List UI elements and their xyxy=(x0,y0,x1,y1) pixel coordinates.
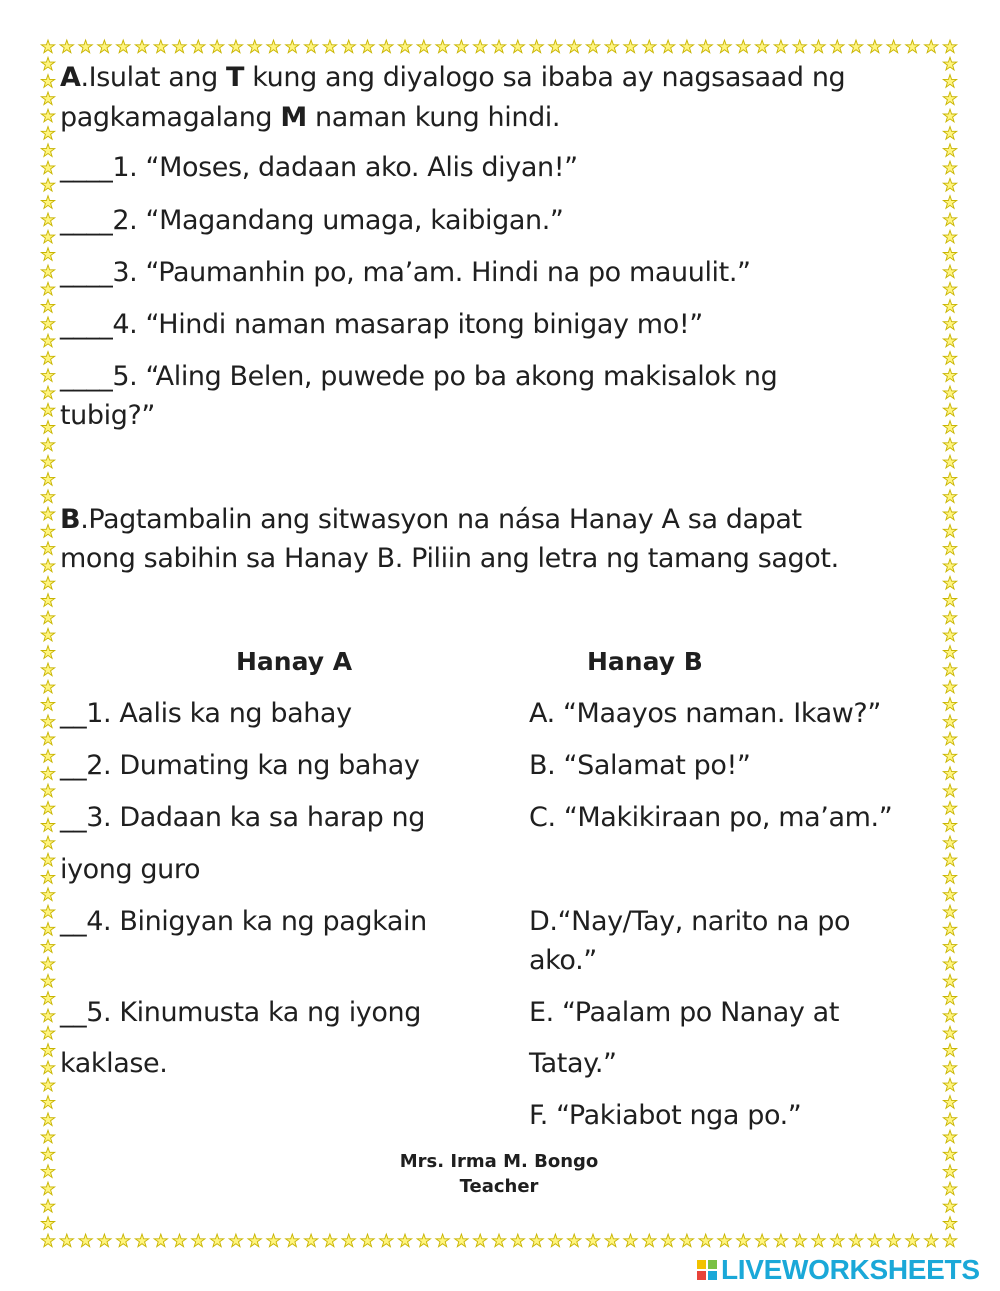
star-icon xyxy=(41,1182,54,1195)
star-icon xyxy=(661,1234,674,1247)
star-icon xyxy=(41,680,54,693)
part-a-item-1[interactable]: ____1. “Moses, dadaan ako. Alis diyan!” xyxy=(60,152,578,183)
star-icon xyxy=(943,1165,956,1178)
star-icon xyxy=(906,40,919,53)
star-icon xyxy=(774,40,787,53)
star-icon xyxy=(41,161,54,174)
star-icon xyxy=(943,576,956,589)
star-icon xyxy=(41,421,54,434)
part-a-item-3[interactable]: ____3. “Paumanhin po, ma’am. Hindi na po mauulit.” xyxy=(60,257,751,288)
star-icon xyxy=(887,1234,900,1247)
star-icon xyxy=(323,40,336,53)
star-icon xyxy=(943,542,956,555)
logo-block xyxy=(708,1260,717,1269)
star-icon xyxy=(248,40,261,53)
star-icon xyxy=(943,663,956,676)
star-icon xyxy=(943,1096,956,1109)
star-icon xyxy=(586,40,599,53)
hanay-a-item-1[interactable]: __1. Aalis ka ng bahay xyxy=(60,698,352,729)
liveworksheets-logo[interactable] xyxy=(697,1255,980,1285)
star-icon xyxy=(41,732,54,745)
star-icon xyxy=(793,40,806,53)
star-icon xyxy=(943,715,956,728)
star-icon xyxy=(943,300,956,313)
star-icon xyxy=(41,213,54,226)
star-icon xyxy=(380,1234,393,1247)
star-icon xyxy=(943,628,956,641)
star-icon xyxy=(41,525,54,538)
star-icon xyxy=(943,282,956,295)
star-icon xyxy=(41,75,54,88)
star-icon xyxy=(943,317,956,330)
star-icon xyxy=(943,525,956,538)
star-icon xyxy=(41,628,54,641)
logo-blocks-icon xyxy=(697,1260,717,1280)
star-icon xyxy=(41,1026,54,1039)
part-b-instruction-line2: mong sabihin sa Hanay B. Piliin ang letra ng tamang sagot. xyxy=(60,543,839,574)
logo-block xyxy=(697,1260,706,1269)
star-icon xyxy=(229,40,242,53)
hanay-b-item-d: D.“Nay/Tay, narito na po xyxy=(529,906,851,937)
star-icon xyxy=(41,1078,54,1091)
star-icon xyxy=(41,784,54,797)
star-icon xyxy=(474,40,487,53)
star-icon xyxy=(943,248,956,261)
star-icon xyxy=(605,40,618,53)
hanay-a-item-5[interactable]: __5. Kinumusta ka ng iyong xyxy=(60,997,421,1028)
star-icon xyxy=(568,40,581,53)
star-icon xyxy=(812,40,825,53)
star-icon xyxy=(943,1130,956,1143)
hanay-b-title: Hanay B xyxy=(587,647,703,676)
star-icon xyxy=(943,957,956,970)
star-icon xyxy=(643,40,656,53)
teacher-title: Teacher xyxy=(459,1176,539,1197)
star-icon xyxy=(755,1234,768,1247)
part-a-item-5[interactable]: ____5. “Aling Belen, puwede po ba akong makisalok ng xyxy=(60,361,778,392)
star-icon xyxy=(41,1130,54,1143)
star-icon xyxy=(286,1234,299,1247)
star-icon xyxy=(398,1234,411,1247)
logo-block xyxy=(708,1271,717,1280)
star-icon xyxy=(680,1234,693,1247)
star-icon xyxy=(41,542,54,555)
star-icon xyxy=(41,1199,54,1212)
hanay-b-item-a: A. “Maayos naman. Ikaw?” xyxy=(529,698,881,729)
star-icon xyxy=(41,40,54,53)
star-icon xyxy=(41,646,54,659)
part-b-instruction-line1: B.Pagtambalin ang sitwasyon na nása Hanay A sa dapat xyxy=(60,504,802,535)
star-icon xyxy=(868,1234,881,1247)
star-icon xyxy=(60,1234,73,1247)
star-icon xyxy=(41,282,54,295)
part-a-item-5-cont: tubig?” xyxy=(60,400,155,431)
part-a-instruction-line1: A.Isulat ang T kung ang diyalogo sa ibaba ay nagsasaad ng xyxy=(60,62,846,93)
star-icon xyxy=(41,750,54,763)
star-icon xyxy=(549,1234,562,1247)
star-icon xyxy=(41,1234,54,1247)
star-icon xyxy=(41,230,54,243)
hanay-b-item-e-cont: Tatay.” xyxy=(529,1048,617,1079)
star-icon xyxy=(41,438,54,451)
star-icon xyxy=(943,974,956,987)
star-icon xyxy=(41,611,54,624)
star-icon xyxy=(943,490,956,503)
star-icon xyxy=(943,230,956,243)
star-icon xyxy=(793,1234,806,1247)
star-icon xyxy=(41,1044,54,1057)
star-icon xyxy=(699,40,712,53)
star-icon xyxy=(943,213,956,226)
star-icon xyxy=(943,871,956,884)
star-icon xyxy=(41,992,54,1005)
star-icon xyxy=(943,1061,956,1074)
star-icon xyxy=(154,1234,167,1247)
star-icon xyxy=(41,957,54,970)
star-icon xyxy=(135,40,148,53)
star-icon xyxy=(943,905,956,918)
star-icon xyxy=(943,784,956,797)
star-icon xyxy=(943,109,956,122)
star-icon xyxy=(41,265,54,278)
star-icon xyxy=(98,40,111,53)
hanay-a-item-3[interactable]: __3. Dadaan ka sa harap ng xyxy=(60,802,425,833)
star-icon xyxy=(41,473,54,486)
star-icon xyxy=(943,853,956,866)
star-icon xyxy=(812,1234,825,1247)
star-icon xyxy=(267,40,280,53)
star-icon xyxy=(943,611,956,624)
hanay-b-item-d-cont: ako.” xyxy=(529,945,597,976)
hanay-a-title: Hanay A xyxy=(236,647,353,676)
star-icon xyxy=(943,369,956,382)
star-icon xyxy=(436,40,449,53)
star-icon xyxy=(41,905,54,918)
star-icon xyxy=(925,1234,938,1247)
answer-key-t: T xyxy=(226,62,245,93)
star-icon xyxy=(41,455,54,468)
star-icon xyxy=(943,767,956,780)
part-a-item-4[interactable]: ____4. “Hindi naman masarap itong binigay mo!” xyxy=(60,309,703,340)
star-icon xyxy=(718,40,731,53)
star-icon xyxy=(943,161,956,174)
star-icon xyxy=(41,334,54,347)
star-icon xyxy=(41,1148,54,1161)
star-icon xyxy=(79,1234,92,1247)
star-icon xyxy=(831,1234,844,1247)
star-icon xyxy=(41,1113,54,1126)
star-icon xyxy=(41,888,54,901)
star-icon xyxy=(41,144,54,157)
star-icon xyxy=(210,1234,223,1247)
star-icon xyxy=(530,1234,543,1247)
star-icon xyxy=(192,40,205,53)
star-icon xyxy=(943,127,956,140)
star-icon xyxy=(41,853,54,866)
star-icon xyxy=(943,403,956,416)
star-icon xyxy=(943,507,956,520)
star-icon xyxy=(511,40,524,53)
star-icon xyxy=(342,1234,355,1247)
star-icon xyxy=(117,40,130,53)
star-icon xyxy=(41,871,54,884)
logo-block xyxy=(697,1271,706,1280)
star-icon xyxy=(718,1234,731,1247)
star-icon xyxy=(906,1234,919,1247)
star-icon xyxy=(849,40,862,53)
star-icon xyxy=(943,819,956,832)
star-icon xyxy=(943,386,956,399)
part-b-letter: B xyxy=(60,504,81,535)
star-icon xyxy=(868,40,881,53)
star-icon xyxy=(530,40,543,53)
star-icon xyxy=(492,40,505,53)
hanay-a-item-4[interactable]: __4. Binigyan ka ng pagkain xyxy=(60,906,427,937)
star-icon xyxy=(41,490,54,503)
star-icon xyxy=(41,836,54,849)
hanay-b-item-b: B. “Salamat po!” xyxy=(529,750,751,781)
star-icon xyxy=(286,40,299,53)
star-icon xyxy=(624,1234,637,1247)
star-icon xyxy=(492,1234,505,1247)
star-icon xyxy=(605,1234,618,1247)
star-icon xyxy=(41,300,54,313)
star-icon xyxy=(624,40,637,53)
star-icon xyxy=(173,1234,186,1247)
star-icon xyxy=(417,1234,430,1247)
answer-key-m: M xyxy=(280,102,307,133)
star-icon xyxy=(60,40,73,53)
star-icon xyxy=(680,40,693,53)
hanay-a-item-2[interactable]: __2. Dumating ka ng bahay xyxy=(60,750,420,781)
star-icon xyxy=(304,1234,317,1247)
star-icon xyxy=(943,1182,956,1195)
hanay-b-item-e: E. “Paalam po Nanay at xyxy=(529,997,840,1028)
star-icon xyxy=(474,1234,487,1247)
star-icon xyxy=(943,1009,956,1022)
star-icon xyxy=(943,888,956,901)
star-icon xyxy=(568,1234,581,1247)
star-icon xyxy=(361,1234,374,1247)
star-icon xyxy=(41,352,54,365)
star-icon xyxy=(943,992,956,1005)
star-icon xyxy=(699,1234,712,1247)
star-icon xyxy=(455,1234,468,1247)
star-icon xyxy=(342,40,355,53)
star-icon xyxy=(98,1234,111,1247)
star-icon xyxy=(41,403,54,416)
star-icon xyxy=(943,178,956,191)
star-icon xyxy=(398,40,411,53)
star-icon xyxy=(267,1234,280,1247)
star-icon xyxy=(943,1199,956,1212)
star-icon xyxy=(41,127,54,140)
star-icon xyxy=(943,750,956,763)
star-icon xyxy=(943,1234,956,1247)
star-icon xyxy=(943,836,956,849)
star-icon xyxy=(943,144,956,157)
star-icon xyxy=(737,1234,750,1247)
star-icon xyxy=(41,594,54,607)
star-icon xyxy=(192,1234,205,1247)
star-icon xyxy=(943,75,956,88)
part-a-item-2[interactable]: ____2. “Magandang umaga, kaibigan.” xyxy=(60,205,564,236)
star-icon xyxy=(925,40,938,53)
part-a-instruction-line2: pagkamagalang M naman kung hindi. xyxy=(60,102,561,133)
star-icon xyxy=(943,1113,956,1126)
part-a-letter: A xyxy=(60,62,81,93)
star-icon xyxy=(229,1234,242,1247)
logo-text: LIVEWORKSHEETS xyxy=(721,1254,980,1285)
star-icon xyxy=(549,40,562,53)
star-icon xyxy=(943,352,956,365)
star-icon xyxy=(79,40,92,53)
star-icon xyxy=(943,680,956,693)
star-icon xyxy=(943,923,956,936)
star-icon xyxy=(323,1234,336,1247)
star-icon xyxy=(455,40,468,53)
star-icon xyxy=(41,92,54,105)
star-icon xyxy=(41,663,54,676)
star-icon xyxy=(943,438,956,451)
star-icon xyxy=(361,40,374,53)
star-icon xyxy=(417,40,430,53)
star-icon xyxy=(41,819,54,832)
star-icon xyxy=(849,1234,862,1247)
star-icon xyxy=(943,40,956,53)
star-icon xyxy=(210,40,223,53)
star-icon xyxy=(41,178,54,191)
star-icon xyxy=(41,248,54,261)
star-icon xyxy=(943,1078,956,1091)
star-icon xyxy=(41,559,54,572)
star-icon xyxy=(41,767,54,780)
star-icon xyxy=(943,646,956,659)
star-icon xyxy=(41,369,54,382)
star-icon xyxy=(41,1165,54,1178)
star-icon xyxy=(41,1009,54,1022)
star-icon xyxy=(943,1044,956,1057)
hanay-a-item-3-cont: iyong guro xyxy=(60,854,201,885)
star-icon xyxy=(643,1234,656,1247)
star-icon xyxy=(173,40,186,53)
star-icon xyxy=(943,594,956,607)
star-icon xyxy=(943,473,956,486)
star-icon xyxy=(41,698,54,711)
star-icon xyxy=(135,1234,148,1247)
star-icon xyxy=(41,109,54,122)
star-icon xyxy=(831,40,844,53)
teacher-name: Mrs. Irma M. Bongo xyxy=(399,1151,599,1172)
star-icon xyxy=(41,1061,54,1074)
star-icon xyxy=(41,940,54,953)
star-icon xyxy=(41,386,54,399)
star-icon xyxy=(41,715,54,728)
star-icon xyxy=(248,1234,261,1247)
star-icon xyxy=(41,1096,54,1109)
star-icon xyxy=(755,40,768,53)
star-icon xyxy=(586,1234,599,1247)
star-icon xyxy=(943,1217,956,1230)
star-icon xyxy=(154,40,167,53)
star-icon xyxy=(943,421,956,434)
star-icon xyxy=(511,1234,524,1247)
star-icon xyxy=(943,940,956,953)
star-icon xyxy=(41,576,54,589)
star-icon xyxy=(774,1234,787,1247)
star-icon xyxy=(41,317,54,330)
star-icon xyxy=(380,40,393,53)
star-icon xyxy=(887,40,900,53)
star-icon xyxy=(117,1234,130,1247)
star-icon xyxy=(943,1148,956,1161)
hanay-a-item-5-cont: kaklase. xyxy=(60,1048,168,1079)
star-icon xyxy=(737,40,750,53)
star-icon xyxy=(943,265,956,278)
star-icon xyxy=(41,196,54,209)
star-icon xyxy=(436,1234,449,1247)
star-icon xyxy=(943,1026,956,1039)
star-icon xyxy=(943,801,956,814)
star-icon xyxy=(661,40,674,53)
star-icon xyxy=(41,507,54,520)
hanay-b-item-f: F. “Pakiabot nga po.” xyxy=(529,1100,802,1131)
star-icon xyxy=(943,57,956,70)
star-icon xyxy=(304,40,317,53)
star-icon xyxy=(943,196,956,209)
star-icon xyxy=(41,57,54,70)
star-icon xyxy=(943,455,956,468)
star-icon xyxy=(41,923,54,936)
star-icon xyxy=(943,732,956,745)
star-icon xyxy=(943,92,956,105)
star-icon xyxy=(943,559,956,572)
star-icon xyxy=(41,974,54,987)
star-icon xyxy=(943,334,956,347)
star-icon xyxy=(41,801,54,814)
star-icon xyxy=(943,698,956,711)
star-icon xyxy=(41,1217,54,1230)
hanay-b-item-c: C. “Makikiraan po, ma’am.” xyxy=(529,802,893,833)
